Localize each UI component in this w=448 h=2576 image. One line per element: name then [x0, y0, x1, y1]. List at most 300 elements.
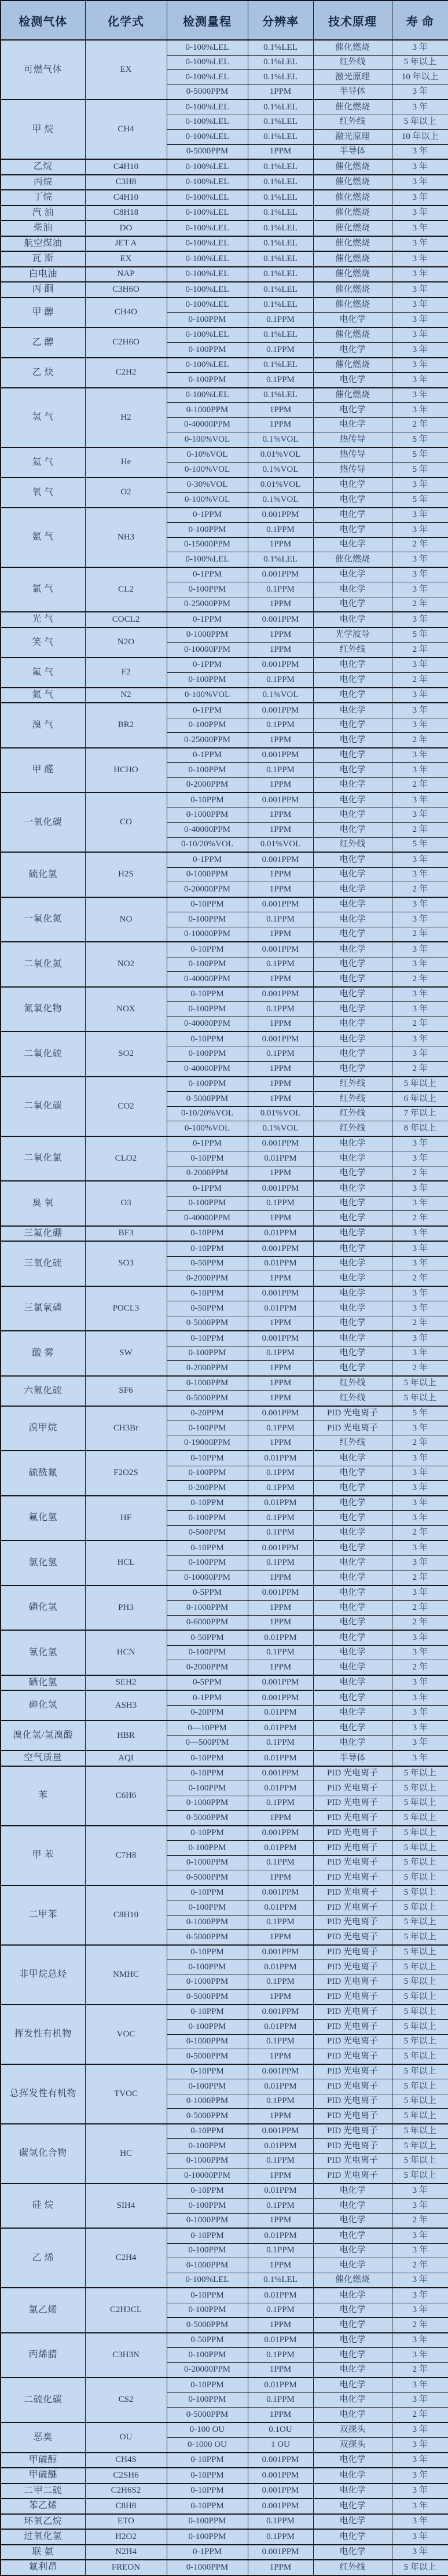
- resolution-cell: 0.001PPM: [248, 1286, 313, 1301]
- resolution-cell: 0.1PPM: [248, 2153, 313, 2168]
- resolution-cell: 1PPM: [248, 927, 313, 942]
- life-cell: 5 年以上: [392, 2168, 448, 2184]
- table-row: [1, 1376, 448, 1391]
- table-row: [1, 1945, 448, 1960]
- life-cell: 5 年: [392, 463, 448, 478]
- life-cell: 3 年: [392, 1151, 448, 1166]
- principle-cell: 电化学: [313, 792, 392, 808]
- life-cell: 3 年: [392, 2483, 448, 2499]
- life-cell: 2 年: [392, 1615, 448, 1630]
- principle-cell: 电化学: [313, 1481, 392, 1496]
- resolution-cell: 0.1PPM: [248, 1196, 313, 1211]
- life-cell: 3 年: [392, 2438, 448, 2453]
- life-cell: 3 年: [392, 1720, 448, 1735]
- gas-name-cell: 氧 气: [1, 478, 85, 508]
- table-row: [1, 567, 448, 582]
- range-cell: 0-5000PPM: [167, 2408, 248, 2423]
- life-cell: 3 年: [392, 582, 448, 597]
- life-cell: 5 年以上: [392, 1796, 448, 1811]
- formula-cell: SO2: [85, 1032, 167, 1077]
- range-cell: 0-10PPM: [167, 897, 248, 912]
- life-cell: 3 年: [392, 942, 448, 957]
- range-cell: 0-10PPM: [167, 2184, 248, 2199]
- resolution-cell: 0.1PPM: [248, 1002, 313, 1017]
- gas-name-cell: 溴化氢/氢溴酸: [1, 1720, 85, 1751]
- principle-cell: 电化学: [313, 882, 392, 897]
- range-cell: 0-1000PPM: [167, 2034, 248, 2049]
- resolution-cell: 0.001PPM: [248, 1675, 313, 1691]
- principle-cell: 电化学: [313, 2258, 392, 2273]
- table-row: [1, 1286, 448, 1301]
- table-row: [1, 1675, 448, 1691]
- formula-cell: NMHC: [85, 1945, 167, 2005]
- principle-cell: 电化学: [313, 1032, 392, 1047]
- formula-cell: CH3Br: [85, 1406, 167, 1451]
- range-cell: 0-100PPM: [167, 2243, 248, 2258]
- life-cell: 5 年以上: [392, 1975, 448, 1990]
- life-cell: 3 年: [392, 251, 448, 267]
- life-cell: 3 年: [392, 2333, 448, 2348]
- gas-name-cell: 氯 气: [1, 567, 85, 612]
- table-row: [1, 206, 448, 221]
- resolution-cell: 0.01PPM: [248, 1151, 313, 1166]
- life-cell: 3 年: [392, 2377, 448, 2392]
- life-cell: 5 年以上: [392, 1766, 448, 1781]
- formula-cell: NAP: [85, 267, 167, 282]
- resolution-cell: 0.1PPM: [248, 2348, 313, 2363]
- principle-cell: 电化学: [313, 2468, 392, 2483]
- range-cell: 0-500PPM: [167, 1525, 248, 1540]
- resolution-cell: 0.001PPM: [248, 1586, 313, 1601]
- principle-cell: 红外线: [313, 1092, 392, 1107]
- principle-cell: 电化学: [313, 2514, 392, 2530]
- gas-name-cell: 总挥发性有机物: [1, 2064, 85, 2124]
- gas-name-cell: 苯: [1, 1766, 85, 1826]
- range-cell: 0-20000PPM: [167, 2362, 248, 2377]
- gas-name-cell: 汽 油: [1, 206, 85, 221]
- principle-cell: PID 光电离子: [313, 1796, 392, 1811]
- resolution-cell: 0.1%LEL: [248, 115, 313, 130]
- principle-cell: PID 光电离子: [313, 2153, 392, 2168]
- formula-cell: PH3: [85, 1586, 167, 1631]
- life-cell: 5 年以上: [392, 115, 448, 130]
- resolution-cell: 0.001PPM: [248, 2483, 313, 2499]
- resolution-cell: 1PPM: [248, 1811, 313, 1826]
- principle-cell: 双探头: [313, 2438, 392, 2453]
- principle-cell: 电化学: [313, 1196, 392, 1211]
- resolution-cell: 0.1%LEL: [248, 2273, 313, 2288]
- table-row: [1, 2545, 448, 2560]
- gas-name-cell: 氟化氢: [1, 1496, 85, 1541]
- life-cell: 3 年: [392, 373, 448, 388]
- principle-cell: 电化学: [313, 1346, 392, 1361]
- range-cell: 0-5000PPM: [167, 1930, 248, 1945]
- table-row: [1, 447, 448, 463]
- resolution-cell: 1PPM: [248, 808, 313, 823]
- life-cell: 2 年: [392, 1601, 448, 1616]
- range-cell: 0-1000PPM: [167, 628, 248, 643]
- principle-cell: 催化燃烧: [313, 100, 392, 115]
- principle-cell: PID 光电离子: [313, 2064, 392, 2079]
- formula-cell: C7H8: [85, 1826, 167, 1885]
- range-cell: 0-10/20%VOL: [167, 1106, 248, 1121]
- resolution-cell: 0.01%VOL: [248, 1106, 313, 1121]
- life-cell: 5 年以上: [392, 55, 448, 70]
- range-cell: 0-10/20%VOL: [167, 837, 248, 852]
- gas-name-cell: 硅 烷: [1, 2184, 85, 2229]
- range-cell: 0-10PPM: [167, 2377, 248, 2392]
- resolution-cell: 0.001PPM: [248, 1406, 313, 1421]
- life-cell: 5 年以上: [392, 1945, 448, 1960]
- resolution-cell: 0.01PPM: [248, 1630, 313, 1645]
- resolution-cell: 0.001PPM: [248, 2005, 313, 2020]
- header-row: [1, 1, 448, 40]
- principle-cell: 电化学: [313, 493, 392, 508]
- resolution-cell: 0.001PPM: [248, 658, 313, 673]
- table-row: [1, 612, 448, 628]
- principle-cell: 电化学: [313, 748, 392, 763]
- formula-cell: N2O: [85, 628, 167, 658]
- life-cell: 3 年: [392, 175, 448, 190]
- life-cell: 5 年以上: [392, 2034, 448, 2049]
- gas-name-cell: 六氟化硫: [1, 1376, 85, 1406]
- life-cell: 5 年以上: [392, 1915, 448, 1930]
- life-cell: 3 年: [392, 2453, 448, 2468]
- principle-cell: 红外线: [313, 115, 392, 130]
- life-cell: 3 年: [392, 1690, 448, 1705]
- principle-cell: PID 光电离子: [313, 2079, 392, 2094]
- principle-cell: 电化学: [313, 2318, 392, 2333]
- formula-cell: HC: [85, 2124, 167, 2184]
- gas-name-cell: 一氧化氮: [1, 897, 85, 942]
- formula-cell: O2: [85, 478, 167, 508]
- range-cell: 0-2000PPM: [167, 1166, 248, 1181]
- table-row: [1, 1136, 448, 1151]
- formula-cell: H2O2: [85, 2529, 167, 2545]
- range-cell: 0-10PPM: [167, 1885, 248, 1900]
- gas-name-cell: 丁烷: [1, 190, 85, 206]
- resolution-cell: 0.001PPM: [248, 897, 313, 912]
- table-row: [1, 1720, 448, 1735]
- range-cell: 0-10000PPM: [167, 927, 248, 942]
- range-cell: 0-100PPM: [167, 1196, 248, 1211]
- life-cell: 3 年: [392, 1196, 448, 1211]
- range-cell: 0-100PPM: [167, 343, 248, 358]
- resolution-cell: 0.01%VOL: [248, 837, 313, 852]
- resolution-cell: 0.1PPM: [248, 2303, 313, 2318]
- principle-cell: PID 光电离子: [313, 1900, 392, 1916]
- life-cell: 2 年: [392, 1211, 448, 1226]
- formula-cell: HF: [85, 1496, 167, 1541]
- table-row: [1, 508, 448, 523]
- resolution-cell: 1PPM: [248, 1166, 313, 1181]
- life-cell: 3 年: [392, 1301, 448, 1316]
- resolution-cell: 0.1%VOL: [248, 688, 313, 703]
- resolution-cell: 0.1PPM: [248, 1346, 313, 1361]
- formula-cell: C4H10: [85, 159, 167, 175]
- resolution-cell: 0.1%LEL: [248, 251, 313, 267]
- range-cell: 0-1000PPM: [167, 1376, 248, 1391]
- life-cell: 3 年: [392, 1735, 448, 1751]
- range-cell: 0-1000PPM: [167, 2213, 248, 2228]
- resolution-cell: 1PPM: [248, 1570, 313, 1586]
- range-cell: 0-5000PPM: [167, 1391, 248, 1406]
- life-cell: 3 年: [392, 2498, 448, 2514]
- resolution-cell: 0.001PPM: [248, 1690, 313, 1705]
- resolution-cell: 0.001PPM: [248, 2468, 313, 2483]
- formula-cell: NOX: [85, 987, 167, 1032]
- life-cell: 3 年: [392, 2288, 448, 2303]
- table-body: [1, 40, 448, 2575]
- gas-name-cell: 笑 气: [1, 628, 85, 658]
- gas-name-cell: 过氧化氢: [1, 2529, 85, 2545]
- range-cell: 0-100PPM: [167, 1555, 248, 1570]
- range-cell: 0-100PPM: [167, 313, 248, 328]
- table-row: [1, 2483, 448, 2499]
- range-cell: 0-30%VOL: [167, 478, 248, 493]
- table-row: [1, 1540, 448, 1555]
- principle-cell: PID 光电离子: [313, 1945, 392, 1960]
- range-cell: 0-100PPM: [167, 582, 248, 597]
- life-cell: 6 年以上: [392, 1092, 448, 1107]
- principle-cell: 电化学: [313, 1466, 392, 1481]
- range-cell: 0-10PPM: [167, 2228, 248, 2243]
- resolution-cell: 1 OU: [248, 2438, 313, 2453]
- formula-cell: C4H10: [85, 190, 167, 206]
- principle-cell: 电化学: [313, 718, 392, 733]
- formula-cell: SF6: [85, 1376, 167, 1406]
- life-cell: 3 年: [392, 1496, 448, 1511]
- column-header-formula: 化学式: [85, 1, 167, 40]
- resolution-cell: 1PPM: [248, 2109, 313, 2124]
- range-cell: 0-100%LEL: [167, 175, 248, 190]
- column-header-range: 检测量程: [167, 1, 248, 40]
- gas-name-cell: 柴油: [1, 221, 85, 236]
- range-cell: 0-2000PPM: [167, 1660, 248, 1675]
- life-cell: 2 年: [392, 2362, 448, 2377]
- resolution-cell: 0.01PPM: [248, 1751, 313, 1766]
- resolution-cell: 0.1PPM: [248, 1855, 313, 1870]
- resolution-cell: 1PPM: [248, 733, 313, 748]
- resolution-cell: 0.1%LEL: [248, 282, 313, 298]
- resolution-cell: 0.01PPM: [248, 2228, 313, 2243]
- principle-cell: 催化燃烧: [313, 298, 392, 313]
- resolution-cell: 1PPM: [248, 2049, 313, 2064]
- life-cell: 3 年: [392, 403, 448, 418]
- range-cell: 0-5000PPM: [167, 1990, 248, 2005]
- resolution-cell: 0.01PPM: [248, 2333, 313, 2348]
- principle-cell: 电化学: [313, 597, 392, 612]
- life-cell: 3 年: [392, 1540, 448, 1555]
- life-cell: 2 年: [392, 1570, 448, 1586]
- gas-name-cell: 三氟化硼: [1, 1226, 85, 1242]
- formula-cell: C3H8: [85, 175, 167, 190]
- principle-cell: 电化学: [313, 703, 392, 718]
- resolution-cell: 0.01PPM: [248, 1720, 313, 1735]
- range-cell: 0-10PPM: [167, 1496, 248, 1511]
- life-cell: 3 年: [392, 2184, 448, 2199]
- formula-cell: He: [85, 447, 167, 478]
- gas-name-cell: 白电油: [1, 267, 85, 282]
- gas-name-cell: 丙烷: [1, 175, 85, 190]
- principle-cell: 电化学: [313, 2545, 392, 2560]
- range-cell: 0-20000PPM: [167, 882, 248, 897]
- formula-cell: TVOC: [85, 2064, 167, 2124]
- resolution-cell: 1PPM: [248, 1211, 313, 1226]
- resolution-cell: 0.1PPM: [248, 2392, 313, 2408]
- resolution-cell: 0.01PPM: [248, 2020, 313, 2035]
- life-cell: 5 年以上: [392, 1885, 448, 1900]
- range-cell: 0-100PPM: [167, 1511, 248, 1526]
- life-cell: 5 年以上: [392, 2560, 448, 2575]
- principle-cell: 电化学: [313, 417, 392, 432]
- principle-cell: 电化学: [313, 2228, 392, 2243]
- formula-cell: HCL: [85, 1540, 167, 1586]
- range-cell: 0-100PPM: [167, 373, 248, 388]
- principle-cell: 电化学: [313, 777, 392, 792]
- table-row: [1, 1766, 448, 1781]
- formula-cell: SW: [85, 1331, 167, 1376]
- resolution-cell: 0.01PPM: [248, 1960, 313, 1975]
- range-cell: 0-100%LEL: [167, 236, 248, 252]
- principle-cell: 光学波导: [313, 628, 392, 643]
- principle-cell: PID 光电离子: [313, 1990, 392, 2005]
- range-cell: 0-1PPM: [167, 748, 248, 763]
- resolution-cell: 0.001PPM: [248, 1766, 313, 1781]
- range-cell: 0-6000PPM: [167, 1615, 248, 1630]
- range-cell: 0-100PPM: [167, 1900, 248, 1916]
- life-cell: 3 年: [392, 2228, 448, 2243]
- life-cell: 3 年: [392, 957, 448, 972]
- range-cell: 0-100%VOL: [167, 688, 248, 703]
- formula-cell: SEH2: [85, 1675, 167, 1691]
- gas-name-cell: 甲硫醇: [1, 2453, 85, 2468]
- resolution-cell: 0.001PPM: [248, 2453, 313, 2468]
- life-cell: 3 年: [392, 1630, 448, 1645]
- resolution-cell: 1PPM: [248, 2408, 313, 2423]
- table-row: [1, 2288, 448, 2303]
- range-cell: 0-100PPM: [167, 763, 248, 778]
- formula-cell: OU: [85, 2423, 167, 2453]
- gas-name-cell: 乙 炔: [1, 358, 85, 388]
- range-cell: 0-100%LEL: [167, 552, 248, 567]
- gas-name-cell: 氨 气: [1, 508, 85, 567]
- life-cell: 3 年: [392, 1047, 448, 1062]
- principle-cell: 电化学: [313, 763, 392, 778]
- gas-name-cell: 硫酰氟: [1, 1451, 85, 1496]
- life-cell: 2 年: [392, 643, 448, 658]
- principle-cell: 电化学: [313, 1735, 392, 1751]
- table-row: [1, 298, 448, 313]
- life-cell: 3 年: [392, 688, 448, 703]
- range-cell: 0-10PPM: [167, 1032, 248, 1047]
- table-row: [1, 1751, 448, 1766]
- principle-cell: 红外线: [313, 1391, 392, 1406]
- life-cell: 3 年: [392, 2545, 448, 2560]
- formula-cell: AQI: [85, 1751, 167, 1766]
- range-cell: 0-1PPM: [167, 567, 248, 582]
- gas-name-cell: 氯化氢: [1, 1540, 85, 1586]
- life-cell: 5 年: [392, 837, 448, 852]
- life-cell: 5 年以上: [392, 1391, 448, 1406]
- life-cell: 5 年以上: [392, 1900, 448, 1916]
- principle-cell: 电化学: [313, 1601, 392, 1616]
- formula-cell: FREON: [85, 2560, 167, 2575]
- table-row: [1, 2560, 448, 2575]
- life-cell: 3 年: [392, 852, 448, 867]
- life-cell: 3 年: [392, 1331, 448, 1346]
- resolution-cell: 0.1PPM: [248, 343, 313, 358]
- principle-cell: PID 光电离子: [313, 1826, 392, 1841]
- life-cell: 2 年: [392, 2258, 448, 2273]
- formula-cell: F2O2S: [85, 1451, 167, 1496]
- range-cell: 0-100PPM: [167, 1346, 248, 1361]
- resolution-cell: 0.001PPM: [248, 612, 313, 628]
- life-cell: 3 年: [392, 523, 448, 538]
- life-cell: 3 年: [392, 358, 448, 373]
- principle-cell: 催化燃烧: [313, 159, 392, 175]
- resolution-cell: 0.01PPM: [248, 1451, 313, 1466]
- life-cell: 5 年以上: [392, 1781, 448, 1796]
- resolution-cell: 0.1PPM: [248, 1525, 313, 1540]
- principle-cell: PID 光电离子: [313, 1781, 392, 1796]
- formula-cell: F2: [85, 658, 167, 688]
- gas-name-cell: 一氧化碳: [1, 792, 85, 852]
- principle-cell: 电化学: [313, 1226, 392, 1242]
- principle-cell: 电化学: [313, 2184, 392, 2199]
- range-cell: 0-10PPM: [167, 1540, 248, 1555]
- resolution-cell: 0.001PPM: [248, 703, 313, 718]
- life-cell: 3 年: [392, 1256, 448, 1271]
- principle-cell: 电化学: [313, 1271, 392, 1286]
- resolution-cell: 0.1%VOL: [248, 1121, 313, 1136]
- life-cell: 2 年: [392, 1316, 448, 1331]
- resolution-cell: 0.001PPM: [248, 2498, 313, 2514]
- formula-cell: N2H4: [85, 2545, 167, 2560]
- principle-cell: PID 光电离子: [313, 2168, 392, 2184]
- table-row: [1, 328, 448, 343]
- range-cell: 0-100%VOL: [167, 463, 248, 478]
- formula-cell: BR2: [85, 703, 167, 748]
- resolution-cell: 1PPM: [248, 823, 313, 838]
- life-cell: 3 年: [392, 763, 448, 778]
- range-cell: 0-40000PPM: [167, 972, 248, 987]
- formula-cell: CH4: [85, 100, 167, 159]
- principle-cell: PID 光电离子: [313, 2109, 392, 2124]
- life-cell: 3 年: [392, 478, 448, 493]
- range-cell: 0-2000PPM: [167, 1271, 248, 1286]
- principle-cell: 电化学: [313, 1002, 392, 1017]
- gas-name-cell: 溴 气: [1, 703, 85, 748]
- resolution-cell: 1PPM: [248, 882, 313, 897]
- resolution-cell: 0.1%LEL: [248, 328, 313, 343]
- life-cell: 5 年以上: [392, 1930, 448, 1945]
- life-cell: 5 年: [392, 493, 448, 508]
- formula-cell: HCHO: [85, 748, 167, 793]
- principle-cell: 电化学: [313, 1720, 392, 1735]
- life-cell: 5 年以上: [392, 1826, 448, 1841]
- life-cell: 2 年: [392, 1271, 448, 1286]
- range-cell: 0-100PPM: [167, 1841, 248, 1856]
- life-cell: 5 年以上: [392, 2064, 448, 2079]
- life-cell: 3 年: [392, 190, 448, 206]
- range-cell: 0-1PPM: [167, 1136, 248, 1151]
- principle-cell: PID 光电离子: [313, 1406, 392, 1421]
- life-cell: 3 年: [392, 2273, 448, 2288]
- life-cell: 3 年: [392, 2303, 448, 2318]
- gas-name-cell: 砷化氢: [1, 1690, 85, 1720]
- range-cell: 0-100PPM: [167, 1960, 248, 1975]
